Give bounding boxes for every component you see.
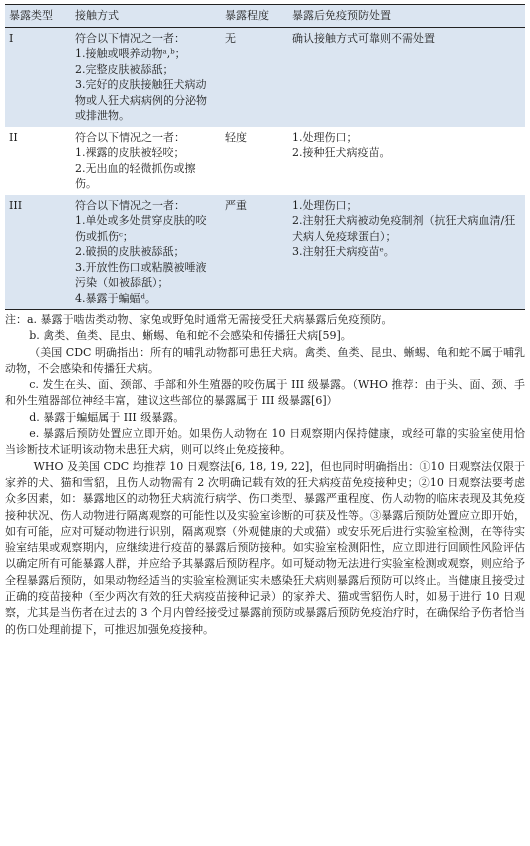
note-e: e. 暴露后预防处置应立即开始。如果伤人动物在 10 日观察期内保持健康，或经可靠的实验室使用恰当诊断技术证明该动物未患狂犬病，则可以终止免疫接种。 — [5, 427, 525, 457]
disposal-line: 2.接种狂犬病疫苗。 — [292, 146, 391, 159]
contact-cell — [71, 195, 221, 310]
contact-line: 符合以下情况之一者： — [75, 130, 185, 144]
header-disposal: 暴露后免疫预防处置 — [288, 5, 525, 28]
note-b-cdc: （美国 CDC 明确指出：所有的哺乳动物都可患狂犬病。禽类、鱼类、昆虫、蜥蜴、龟和蛇不属于哺乳动物，不会感染和传播狂犬病。 — [5, 345, 525, 375]
contact-line: 2.无出血的轻微抓伤或擦伤。 — [75, 161, 196, 190]
contact-cell — [71, 27, 221, 127]
contact-line: 4.暴露于蝙蝠ᵈ。 — [75, 291, 156, 305]
contact-line: 2.完整皮肤被舔舐； — [75, 62, 174, 76]
body-paragraph: WHO 及美国 CDC 均推荐 10 日观察法[6, 18, 19, 22]，但也同时明确指出：①10 日观察法仅限于家养的犬、猫和雪貂，且伤人动物需有 2 次明确记载有效的狂犬病疫苗免疫接种史；②10 日观察法要考虑众多因素，如：暴露地区的动物狂犬病流行病学、伤口类型、暴露严重程度、伤人动物的临床表现及其免疫接种状况、伤人动物进行隔离观察的可能性以及实验室诊断的可获及性等。③暴露后预防处置应立即开始，如有可能，应对可疑动物进行识别，隔离观察（外观健康的犬或猫）或安乐死后进行实验室检测，在等待实验室结果或观察期内，应继续进行疫苗的暴露后预防接种。如实验室检测阳性，应立即进行回顾性风险评估以确定所有可能暴露人群，并应给予其暴露后预防程序。如可疑动物无法进行实验室检测或观察，则应给予全程暴露后预防，如果动物经适当的实验室检测证实未感染狂犬病则暴露后预防可以终止。当健康且接受过正确的疫苗接种（至少两次有效的狂犬病疫苗接种记录）的家养犬、猫或雪貂伤人时，如易于进行 10 日观察，尤其是当伤者在过去的 3 个月内曾经接受过暴露前预防或暴露后预防免疫治疗时，在确保给予伤者恰当的伤口处理前提下，可推迟加强免疫接种。 — [5, 459, 525, 636]
note-c: c. 发生在头、面、颈部、手部和外生殖器的咬伤属于 III 级暴露。（WHO 推荐：由于头、面、颈、手和外生殖器部位神经丰富，建议这些部位的暴露属于 III 级暴露[6]） — [5, 378, 525, 408]
disposal-cell — [288, 27, 525, 127]
contact-line: 1.单处或多处贯穿皮肤的咬伤或抓伤ᶜ； — [75, 214, 207, 243]
disposal-line: 确认接触方式可靠则不需处置 — [292, 31, 435, 45]
table-row — [5, 195, 525, 310]
contact-line: 3.开放性伤口或粘膜被唾液污染（如被舔舐）； — [75, 260, 207, 289]
exposure-type-cell: I — [5, 27, 71, 127]
document-page — [5, 4, 525, 638]
disposal-line: 1.处理伤口； — [292, 130, 358, 144]
degree-cell: 轻度 — [225, 130, 247, 144]
degree-cell: 严重 — [221, 195, 288, 310]
contact-line: 3.完好的皮肤接触狂犬病动物或人狂犬病病例的分泌物或排泄物。 — [75, 78, 207, 122]
contact-line: 1.裸露的皮肤被轻咬； — [75, 146, 185, 159]
header-type: 暴露类型 — [5, 5, 71, 28]
disposal-cell — [288, 127, 525, 195]
exposure-type-cell: III — [5, 195, 71, 310]
degree-cell: 无 — [221, 27, 288, 127]
table-header-row — [5, 5, 525, 28]
note-a: 注：a. 暴露于啮齿类动物、家兔或野兔时通常无需接受狂犬病暴露后免疫预防。 — [5, 313, 393, 326]
contact-line: 2.破损的皮肤被舔舐； — [75, 245, 185, 258]
contact-cell — [71, 127, 221, 195]
contact-line: 1.接触或喂养动物ᵃ,ᵇ； — [75, 47, 186, 60]
table-row — [5, 27, 525, 127]
exposure-type-cell: II — [9, 130, 18, 144]
table-row — [5, 127, 525, 195]
contact-line: 符合以下情况之一者： — [75, 31, 185, 45]
header-degree: 暴露程度 — [221, 5, 288, 28]
disposal-line: 2.注射狂犬病被动免疫制剂（抗狂犬病血清/狂犬病人免疫球蛋白）； — [292, 214, 516, 243]
table-notes — [5, 312, 525, 638]
disposal-line: 3.注射狂犬病疫苗ᵉ。 — [292, 245, 395, 258]
note-d: d. 暴露于蝙蝠属于 III 级暴露。 — [29, 410, 185, 424]
header-contact: 接触方式 — [71, 5, 221, 28]
disposal-cell — [288, 195, 525, 310]
disposal-line: 1.处理伤口； — [292, 198, 358, 212]
note-b: b. 禽类、鱼类、昆虫、蜥蜴、龟和蛇不会感染和传播狂犬病[59]。 — [29, 329, 352, 343]
contact-line: 符合以下情况之一者： — [75, 198, 185, 212]
exposure-table — [5, 4, 525, 310]
